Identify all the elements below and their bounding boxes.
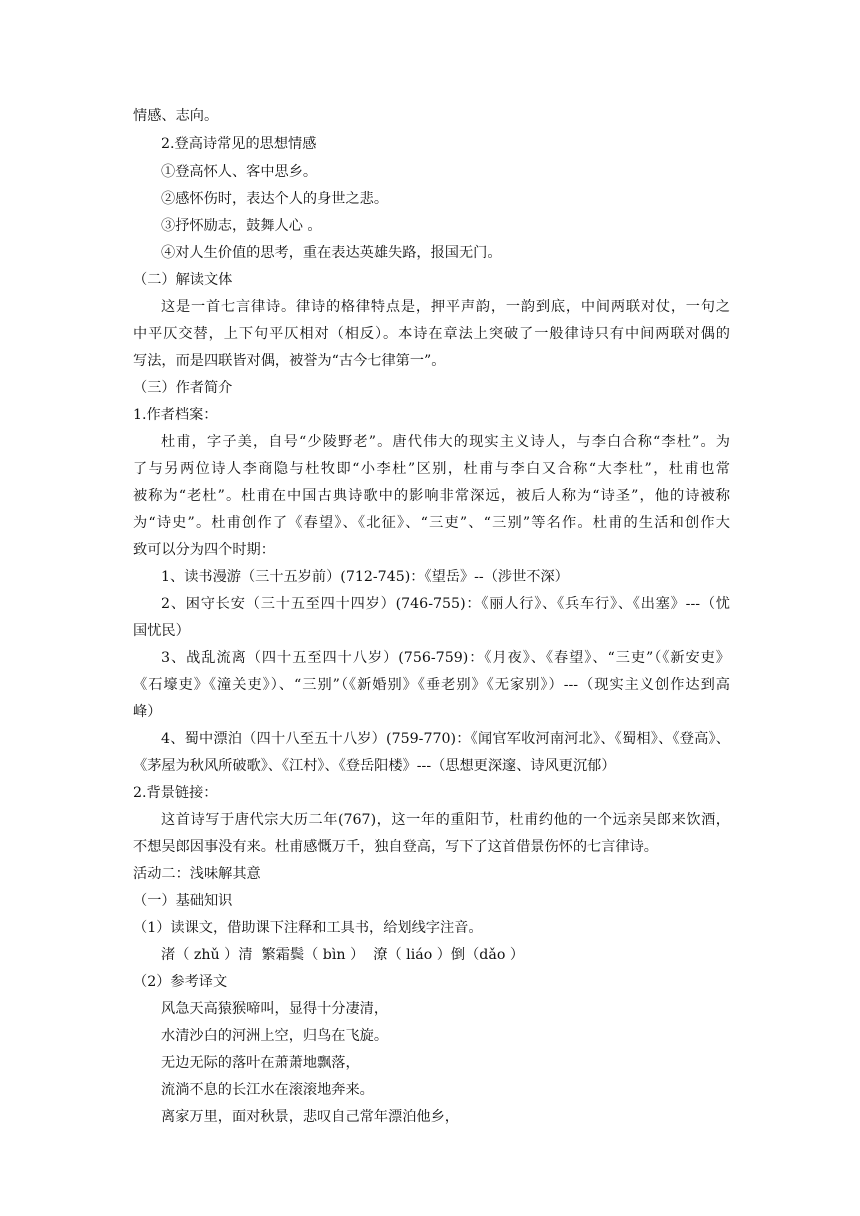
section-heading-2: 2.登高诗常见的思想情感	[161, 136, 317, 152]
pinyin-line: 渚（ zhǔ ）清 繁霜鬓（ bìn ） 潦（ liáo ）倒（dǎo ）	[161, 947, 525, 963]
translation-line-4: 流淌不息的长江水在滚滚地奔来。	[161, 1082, 374, 1098]
form-text-line-3: 写法，而是四联皆对偶，被誉为“古今七律第一”。	[133, 353, 446, 369]
paragraph-continuation: 情感、志向。	[133, 108, 219, 124]
translation-line-1: 风急天高猿猴啼叫，显得十分凄清，	[161, 1001, 389, 1017]
emotion-item-3: ③抒怀励志，鼓舞人心 。	[161, 218, 322, 234]
period-4-line-1: 4、蜀中漂泊（四十八至五十八岁）(759-770)：《闻官军收河南河北》、《蜀相》、《登高》、	[161, 731, 730, 747]
emotion-item-4: ④对人生价值的思考，重在表达英雄失路，报国无门。	[161, 245, 502, 261]
author-text-line-5: 致可以分为四个时期：	[133, 542, 275, 558]
author-text-line-2: 了与另两位诗人李商隐与杜牧即“小李杜”区别，杜甫与李白又合称“大李杜”，杜甫也常	[133, 461, 730, 477]
period-3-line-2: 《石壕吏》《潼关吏》）、“三别”（《新婚别》《垂老别》《无家别》）---（现实主义创作达到高	[133, 677, 730, 693]
form-text-line-2: 中平仄交替，上下句平仄相对（相反）。本诗在章法上突破了一般律诗只有中间两联对偶的	[133, 326, 730, 342]
activity-2-title: 活动二：浅味解其意	[133, 866, 261, 882]
period-3-line-3: 峰）	[133, 704, 162, 720]
period-4-line-2: 《茅屋为秋风所破歌》、《江村》、《登岳阳楼》---（思想更深邃、诗风更沉郁）	[133, 758, 616, 774]
emotion-item-2: ②感怀伤时，表达个人的身世之悲。	[161, 191, 389, 207]
translation-heading: （2）参考译文	[133, 974, 228, 990]
basics-heading: （一）基础知识	[133, 893, 233, 909]
author-text-line-4: 为“诗史”。杜甫创作了《春望》、《北征》、“三吏”、“三别”等名作。杜甫的生活和创作大	[133, 515, 730, 531]
pinyin-instruction: （1）读课文，借助课下注释和工具书，给划线字注音。	[133, 920, 483, 936]
author-text-line-3: 被称为“老杜”。杜甫在中国古典诗歌中的影响非常深远，被后人称为“诗圣”，他的诗被称	[133, 488, 730, 504]
period-2-line-2: 国忧民）	[133, 623, 190, 639]
subsection-title-author: （三）作者简介	[133, 380, 233, 396]
translation-line-2: 水清沙白的河洲上空，归鸟在飞旋。	[161, 1028, 389, 1044]
form-text-line-1: 这是一首七言律诗。律诗的格律特点是，押平声韵，一韵到底，中间两联对仗，一句之	[161, 299, 730, 315]
author-text-line-1: 杜甫，字子美，自号“少陵野老”。唐代伟大的现实主义诗人，与李白合称“李杜”。为	[161, 434, 730, 450]
translation-line-3: 无边无际的落叶在萧萧地飘落，	[161, 1055, 360, 1071]
background-heading: 2.背景链接：	[133, 785, 218, 801]
background-text-line-1: 这首诗写于唐代宗大历二年(767)，这一年的重阳节，杜甫约他的一个远亲吴郎来饮酒，	[161, 812, 730, 828]
period-2-line-1: 2、困守长安（三十五至四十四岁）(746-755)：《丽人行》、《兵车行》、《出塞》---（忧	[161, 596, 730, 612]
background-text-line-2: 不想吴郎因事没有来。杜甫感慨万千，独自登高，写下了这首借景伤怀的七言律诗。	[133, 839, 658, 855]
period-1: 1、读书漫游（三十五岁前）(712-745)：《望岳》--（涉世不深）	[161, 569, 569, 585]
translation-line-5: 离家万里，面对秋景，悲叹自己常年漂泊他乡，	[161, 1109, 459, 1125]
author-profile-heading: 1.作者档案：	[133, 407, 218, 423]
emotion-item-1: ①登高怀人、客中思乡。	[161, 164, 318, 180]
subsection-title-form: （二）解读文体	[133, 272, 233, 288]
period-3-line-1: 3、战乱流离（四十五至四十八岁）(756-759)：《月夜》、《春望》、“三吏”（《新安吏》	[161, 650, 730, 666]
